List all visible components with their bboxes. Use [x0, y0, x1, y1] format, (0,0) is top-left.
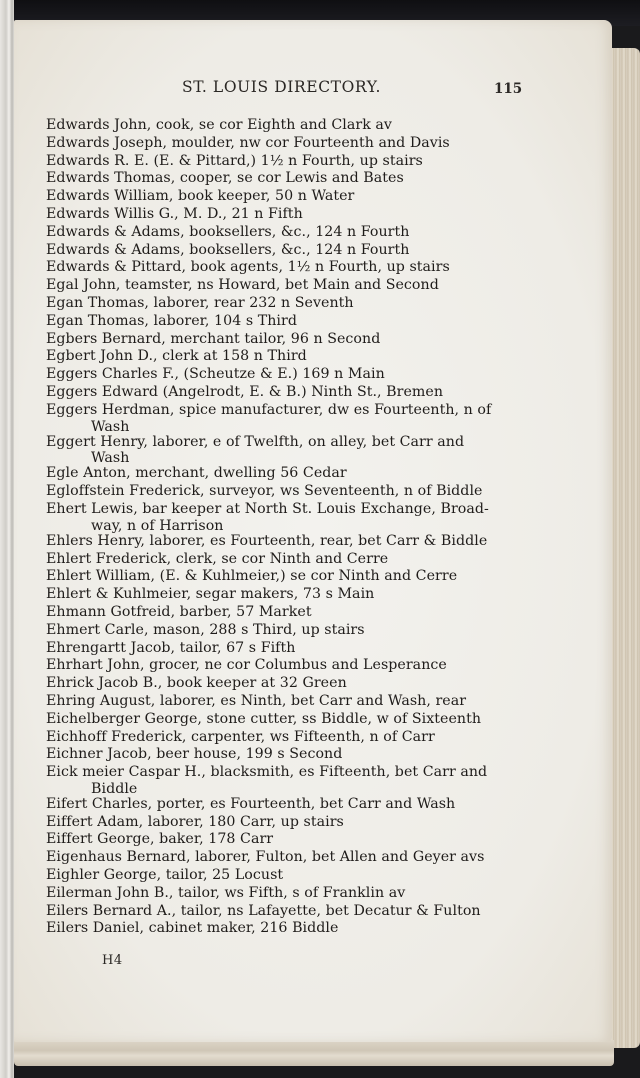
directory-entry: [46, 551, 566, 569]
directory-entry: [46, 796, 566, 814]
entry-text: Egan Thomas, laborer, rear 232 n Seventh: [46, 294, 354, 311]
directory-entry: [46, 224, 566, 242]
entry-text: Ehmann Gotfreid, barber, 57 Market: [46, 603, 312, 620]
entry-text: Ehlert & Kuhlmeier, segar makers, 73 s Main: [46, 586, 375, 603]
directory-entry: [46, 711, 566, 729]
entry-text: Edwards & Pittard, book agents, 1½ n Fourth, up stairs: [46, 259, 450, 276]
page-edges-bottom: [14, 1040, 614, 1066]
directory-entry: [46, 622, 566, 640]
entry-text: Edwards Thomas, cooper, se cor Lewis and Bates: [46, 170, 404, 187]
directory-entry: [46, 348, 566, 366]
entry-continuation: Wash: [91, 418, 130, 435]
directory-entry: [46, 170, 566, 188]
directory-entry: [46, 295, 566, 313]
directory-entry: [46, 568, 566, 586]
entry-text: Egan Thomas, laborer, 104 s Third: [46, 312, 297, 329]
entry-text: Edwards R. E. (E. & Pittard,) 1½ n Fourth, up stairs: [46, 152, 423, 169]
page-number: 115: [494, 81, 523, 97]
directory-entry: [46, 693, 566, 711]
directory-entry: [46, 533, 566, 551]
entry-text: Egbers Bernard, merchant tailor, 96 n Second: [46, 330, 381, 347]
directory-entry: [46, 135, 566, 153]
directory-entry: [46, 586, 566, 604]
book-binding: [0, 0, 14, 1078]
entry-text: Ehlert Frederick, clerk, se cor Ninth and Cerre: [46, 550, 389, 567]
directory-entry: [46, 366, 566, 384]
entry-text: Egal John, teamster, ns Howard, bet Main and Second: [46, 277, 439, 294]
entry-text: Eichhoff Frederick, carpenter, ws Fifteenth, n of Carr: [46, 728, 435, 745]
entry-text: Ehrengartt Jacob, tailor, 67 s Fifth: [46, 639, 296, 656]
entry-text: Eichner Jacob, beer house, 199 s Second: [46, 746, 343, 763]
directory-entry: [46, 277, 566, 295]
directory-entry: [46, 331, 566, 349]
entry-text: Ehrhart John, grocer, ne cor Columbus and Lesperance: [46, 657, 447, 674]
entry-text: Edwards Joseph, moulder, nw cor Fourteenth and Davis: [46, 134, 450, 151]
directory-entry: [46, 764, 566, 796]
directory-entry: [46, 604, 566, 622]
directory-entry: [46, 657, 566, 675]
entry-continuation: Wash: [91, 450, 130, 467]
entry-text: Eiffert George, baker, 178 Carr: [46, 831, 274, 848]
entry-text: Ehmert Carle, mason, 288 s Third, up stairs: [46, 621, 365, 638]
directory-entry: [46, 242, 566, 260]
page-header: [0, 78, 640, 100]
entry-text: Edwards William, book keeper, 50 n Water: [46, 188, 355, 205]
entry-text: Eilers Daniel, cabinet maker, 216 Biddle: [46, 920, 339, 937]
directory-entry: [46, 259, 566, 277]
entry-text: Eggers Herdman, spice manufacturer, dw es Fourteenth, n of: [46, 401, 492, 418]
entry-text: Egbert John D., clerk at 158 n Third: [46, 348, 307, 365]
directory-entry: [46, 867, 566, 885]
entry-text: Eiffert Adam, laborer, 180 Carr, up stairs: [46, 813, 344, 830]
directory-entry: [46, 729, 566, 747]
entry-text: Edwards John, cook, se cor Eighth and Clark av: [46, 117, 392, 133]
entry-text: Edwards Willis G., M. D., 21 n Fifth: [46, 205, 303, 222]
directory-entries: [46, 117, 566, 938]
entry-text: Eigenhaus Bernard, laborer, Fulton, bet Allen and Geyer avs: [46, 849, 485, 866]
entry-text: Eick meier Caspar H., blacksmith, es Fifteenth, bet Carr and: [46, 764, 488, 781]
directory-entry: [46, 746, 566, 764]
directory-entry: [46, 814, 566, 832]
directory-entry: [46, 206, 566, 224]
directory-entry: [46, 831, 566, 849]
directory-entry: [46, 903, 566, 921]
entry-text: Egle Anton, merchant, dwelling 56 Cedar: [46, 465, 347, 482]
entry-text: Eggert Henry, laborer, e of Twelfth, on alley, bet Carr and: [46, 433, 465, 450]
directory-entry: [46, 465, 566, 483]
directory-entry: [46, 402, 566, 434]
entry-text: Edwards & Adams, booksellers, &c., 124 n Fourth: [46, 223, 410, 240]
entry-continuation: Biddle: [91, 780, 138, 797]
entry-text: Eggers Charles F., (Scheutze & E.) 169 n Main: [46, 366, 385, 383]
entry-text: Eilerman John B., tailor, ws Fifth, s of Franklin av: [46, 884, 406, 901]
directory-entry: [46, 483, 566, 501]
directory-entry: [46, 920, 566, 938]
directory-entry: [46, 885, 566, 903]
entry-text: Eifert Charles, porter, es Fourteenth, bet Carr and Wash: [46, 795, 456, 812]
signature-mark: H4: [102, 953, 123, 968]
entry-text: Ehrick Jacob B., book keeper at 32 Green: [46, 675, 347, 692]
entry-text: Ehert Lewis, bar keeper at North St. Louis Exchange, Broad-: [46, 500, 489, 517]
directory-entry: [46, 434, 566, 466]
directory-entry: [46, 640, 566, 658]
entry-text: Eggers Edward (Angelrodt, E. & B.) Ninth St., Bremen: [46, 383, 444, 400]
directory-entry: [46, 188, 566, 206]
entry-text: Ehring August, laborer, es Ninth, bet Carr and Wash, rear: [46, 692, 467, 709]
directory-entry: [46, 849, 566, 867]
entry-text: Eichelberger George, stone cutter, ss Biddle, w of Sixteenth: [46, 710, 482, 727]
directory-entry: [46, 153, 566, 171]
directory-entry: [46, 501, 566, 533]
entry-text: Ehlers Henry, laborer, es Fourteenth, rear, bet Carr & Biddle: [46, 532, 488, 549]
entry-text: Eilers Bernard A., tailor, ns Lafayette, bet Decatur & Fulton: [46, 902, 481, 919]
running-title: ST. LOUIS DIRECTORY.: [182, 78, 382, 96]
directory-entry: [46, 117, 566, 135]
directory-entry: [46, 384, 566, 402]
page-edges-right: [608, 48, 640, 1048]
entry-text: Ehlert William, (E. & Kuhlmeier,) se cor Ninth and Cerre: [46, 568, 458, 585]
directory-entry: [46, 675, 566, 693]
entry-text: Eighler George, tailor, 25 Locust: [46, 867, 284, 884]
entry-text: Edwards & Adams, booksellers, &c., 124 n Fourth: [46, 241, 410, 258]
entry-continuation: way, n of Harrison: [91, 517, 224, 534]
entry-text: Egloffstein Frederick, surveyor, ws Seventeenth, n of Biddle: [46, 483, 483, 500]
directory-entry: [46, 313, 566, 331]
